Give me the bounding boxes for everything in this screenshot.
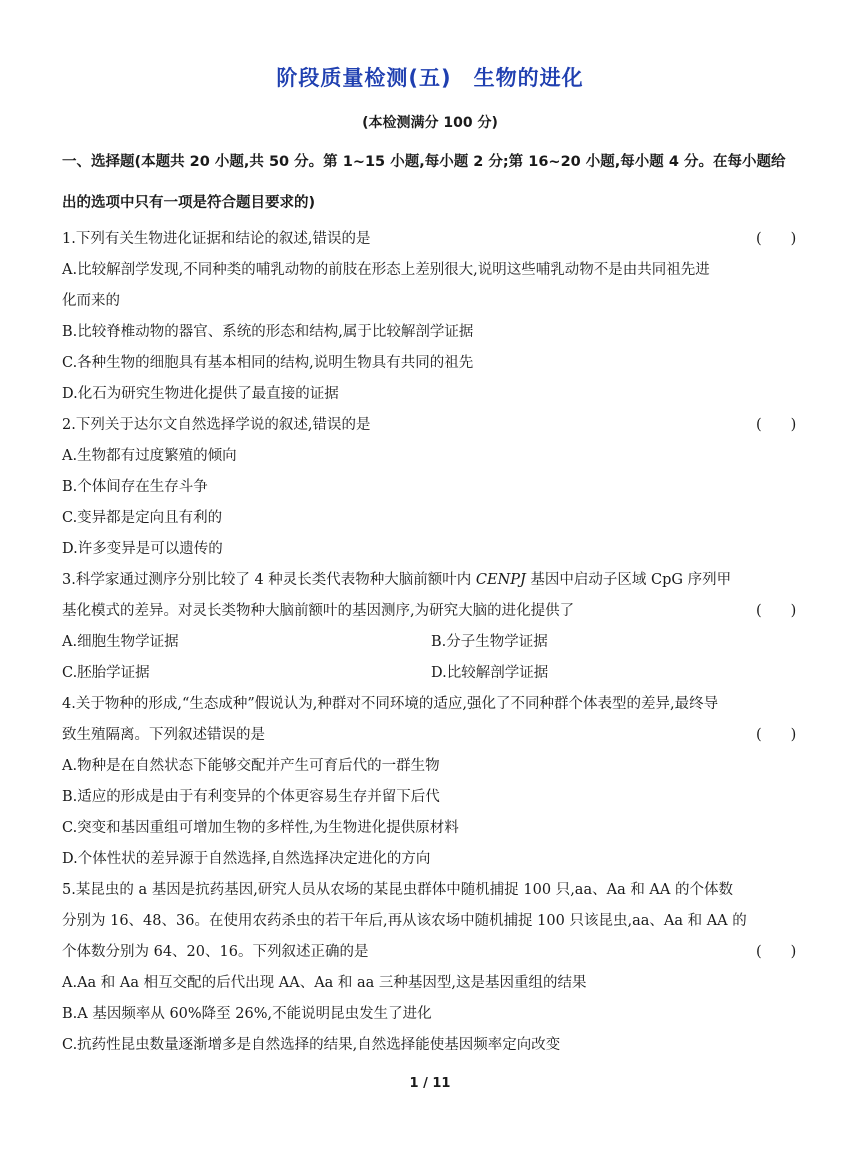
question-1-option-c: C.各种生物的细胞具有基本相同的结构,说明生物具有共同的祖先 [62,355,474,371]
answer-bracket: ( ) [756,603,797,619]
question-3-stem-line-2 [62,596,800,627]
question-3-options-row-2 [62,658,800,689]
question-4-stem-line-2 [62,720,800,751]
question-3-stem-text: 3.科学家通过测序分别比较了 4 种灵长类代表物种大脑前额叶内 [62,572,476,588]
question-1-option-a-continued: 化而来的 [62,293,120,309]
question-1-option-b: B.比较脊椎动物的器官、系统的形态和结构,属于比较解剖学证据 [62,324,474,340]
question-1-stem [62,224,800,255]
section-heading-line-2: 出的选项中只有一项是符合题目要求的) [62,195,316,211]
question-2-stem-text: 2.下列关于达尔文自然选择学说的叙述,错误的是 [62,417,371,433]
question-5-stem-text-3: 个体数分别为 64、20、16。下列叙述正确的是 [62,944,369,960]
question-5-option-c: C.抗药性昆虫数量逐渐增多是自然选择的结果,自然选择能使基因频率定向改变 [62,1037,561,1053]
question-4-option-b: B.适应的形成是由于有利变异的个体更容易生存并留下后代 [62,789,440,805]
question-5-stem-line-2: 分别为 16、48、36。在使用农药杀虫的若干年后,再从该农场中随机捕捉 100 只该昆虫,aa、Aa 和 AA 的 [62,913,747,929]
question-5-stem-line-1: 5.某昆虫的 a 基因是抗药基因,研究人员从农场的某昆虫群体中随机捕捉 100 只,aa、Aa 和 AA 的个体数 [62,882,733,898]
question-list [62,224,800,1061]
question-3-options-row-1 [62,627,800,658]
question-4-option-a: A.物种是在自然状态下能够交配并产生可育后代的一群生物 [62,758,440,774]
question-2-option-b: B.个体间存在生存斗争 [62,479,208,495]
answer-bracket: ( ) [756,417,797,433]
question-2-stem [62,410,800,441]
question-3-stem-text-cont: 基因中启动子区域 CpG 序列甲 [525,572,732,588]
answer-bracket: ( ) [756,944,797,960]
question-1-option-a: A.比较解剖学发现,不同种类的哺乳动物的前肢在形态上差别很大,说明这些哺乳动物不是由共同祖先进 [62,262,710,278]
question-4-stem-line-1: 4.关于物种的形成,“生态成种”假说认为,种群对不同环境的适应,强化了不同种群个体表型的差异,最终导 [62,696,719,712]
question-3-option-c: C.胚胎学证据 [62,665,150,681]
answer-bracket: ( ) [756,231,797,247]
page-number: 1 / 11 [409,1076,451,1091]
question-4-option-c: C.突变和基因重组可增加生物的多样性,为生物进化提供原材料 [62,820,459,836]
question-3-option-a: A.细胞生物学证据 [62,634,179,650]
question-5-option-b: B.A 基因频率从 60%降至 26%,不能说明昆虫发生了进化 [62,1006,432,1022]
question-5-option-a: A.Aa 和 Aa 相互交配的后代出现 AA、Aa 和 aa 三种基因型,这是基因重组的结果 [62,975,587,991]
question-3-stem-text-2: 基化模式的差异。对灵长类物种大脑前额叶的基因测序,为研究大脑的进化提供了 [62,603,575,619]
question-4-option-d: D.个体性状的差异源于自然选择,自然选择决定进化的方向 [62,851,431,867]
page-subtitle: (本检测满分 100 分) [362,115,498,131]
question-3-option-b: B.分子生物学证据 [431,634,548,650]
question-3-option-d: D.比较解剖学证据 [431,665,549,681]
section-heading [62,142,802,224]
question-2-option-a: A.生物都有过度繁殖的倾向 [62,448,237,464]
question-5-stem-line-3 [62,937,800,968]
answer-bracket: ( ) [756,727,797,743]
page-title: 阶段质量检测(五) 生物的进化 [276,66,584,90]
question-3-stem-line-1 [62,565,800,596]
gene-name: CENPJ [475,572,526,588]
question-2-option-d: D.许多变异是可以遗传的 [62,541,223,557]
question-4-stem-text-2: 致生殖隔离。下列叙述错误的是 [62,727,265,743]
question-1-option-d: D.化石为研究生物进化提供了最直接的证据 [62,386,339,402]
question-2-option-c: C.变异都是定向且有利的 [62,510,223,526]
question-1-stem-text: 1.下列有关生物进化证据和结论的叙述,错误的是 [62,231,371,247]
section-heading-line-1: 一、选择题(本题共 20 小题,共 50 分。第 1~15 小题,每小题 2 分;第 16~20 小题,每小题 4 分。在每小题给 [62,154,786,170]
